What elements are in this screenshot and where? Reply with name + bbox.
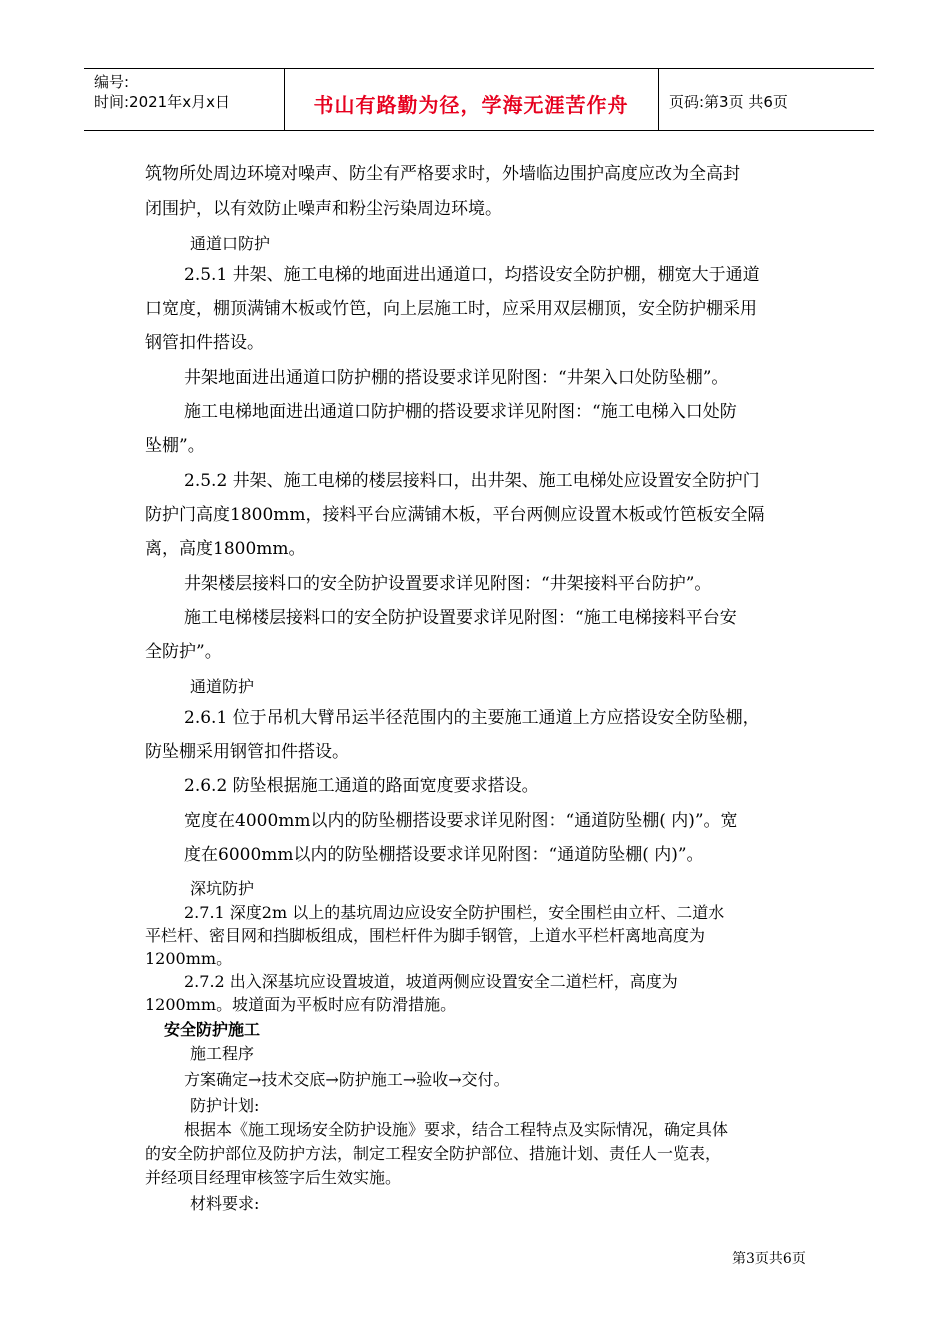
serial-label: 编号: (94, 73, 130, 91)
paragraph-line: 闭围护，以有效防止噪声和粉尘污染周边环境。 (145, 199, 502, 219)
paragraph-line: 1200mm。坡道面为平板时应有防滑措施。 (145, 995, 457, 1014)
section-heading: 通道口防护 (190, 234, 271, 253)
paragraph-line: 2.6.1 位于吊机大臂吊运半径范围内的主要施工通道上方应搭设安全防坠棚， (184, 708, 760, 728)
sub-heading: 防护计划: (190, 1096, 260, 1115)
paragraph-line: 井架地面进出通道口防护棚的搭设要求详见附图：“井架入口处防坠棚”。 (184, 368, 729, 388)
paragraph-line: 离，高度1800mm。 (145, 539, 306, 559)
sub-heading: 材料要求: (190, 1194, 260, 1213)
paragraph-line: 全防护”。 (145, 642, 222, 662)
motto-text: 书山有路勤为径，学海无涯苦作舟 (313, 93, 629, 117)
paragraph-line: 钢管扣件搭设。 (145, 333, 264, 353)
paragraph-line: 2.7.1 深度2m 以上的基坑周边应设安全防护围栏，安全围栏由立杆、二道水 (184, 903, 725, 922)
paragraph-line: 防护门高度1800mm，接料平台应满铺木板，平台两侧应设置木板或竹笆板安全隔 (145, 505, 765, 525)
chapter-heading: 安全防护施工 (164, 1020, 261, 1039)
page-footer: 第3页共6页 (732, 1251, 806, 1267)
paragraph-line: 施工电梯地面进出通道口防护棚的搭设要求详见附图：“施工电梯入口处防 (184, 402, 737, 422)
paragraph-line: 2.6.2 防坠根据施工通道的路面宽度要求搭设。 (184, 776, 539, 796)
paragraph-line: 根据本《施工现场安全防护设施》要求，结合工程特点及实际情况，确定具体 (184, 1120, 729, 1139)
header-motto-cell (284, 69, 659, 130)
paragraph-line: 筑物所处周边环境对噪声、防尘有严格要求时，外墙临边围护高度应改为全高封 (145, 164, 740, 184)
paragraph-line: 施工电梯楼层接料口的安全防护设置要求详见附图：“施工电梯接料平台安 (184, 608, 737, 628)
paragraph-line: 的安全防护部位及防护方法，制定工程安全防护部位、措施计划、责任人一览表， (145, 1144, 722, 1163)
paragraph-line: 宽度在4000mm以内的防坠棚搭设要求详见附图：“通道防坠棚( 内)”。宽 (184, 811, 738, 831)
header-page-cell (659, 69, 874, 130)
page-info: 页码:第3页 共6页 (669, 93, 788, 111)
paragraph-line: 1200mm。 (145, 949, 233, 968)
sub-heading: 施工程序 (190, 1044, 255, 1063)
section-heading: 通道防护 (190, 677, 255, 696)
paragraph-line: 2.7.2 出入深基坑应设置坡道，坡道两侧应设置安全二道栏杆，高度为 (184, 972, 678, 991)
paragraph-line: 2.5.1 井架、施工电梯的地面进出通道口，均搭设安全防护棚，棚宽大于通道 (184, 265, 760, 285)
paragraph-line: 平栏杆、密目网和挡脚板组成，围栏杆件为脚手钢管，上道水平栏杆离地高度为 (145, 926, 706, 945)
time-label: 时间:2021年x月x日 (94, 93, 230, 111)
paragraph-line: 防坠棚采用钢管扣件搭设。 (145, 742, 349, 762)
paragraph-line: 2.5.2 井架、施工电梯的楼层接料口，出井架、施工电梯处应设置安全防护门 (184, 471, 760, 491)
paragraph-line: 口宽度，棚顶满铺木板或竹笆，向上层施工时，应采用双层棚顶，安全防护棚采用 (145, 299, 757, 319)
paragraph-line: 度在6000mm以内的防坠棚搭设要求详见附图：“通道防坠棚( 内)”。 (184, 845, 704, 865)
page-header (84, 68, 874, 131)
paragraph-line: 方案确定→技术交底→防护施工→验收→交付。 (184, 1070, 510, 1089)
header-meta-cell (84, 69, 285, 130)
paragraph-line: 井架楼层接料口的安全防护设置要求详见附图：“井架接料平台防护”。 (184, 574, 712, 594)
paragraph-line: 坠棚”。 (145, 436, 205, 456)
section-heading: 深坑防护 (190, 879, 255, 898)
paragraph-line: 并经项目经理审核签字后生效实施。 (145, 1168, 402, 1187)
